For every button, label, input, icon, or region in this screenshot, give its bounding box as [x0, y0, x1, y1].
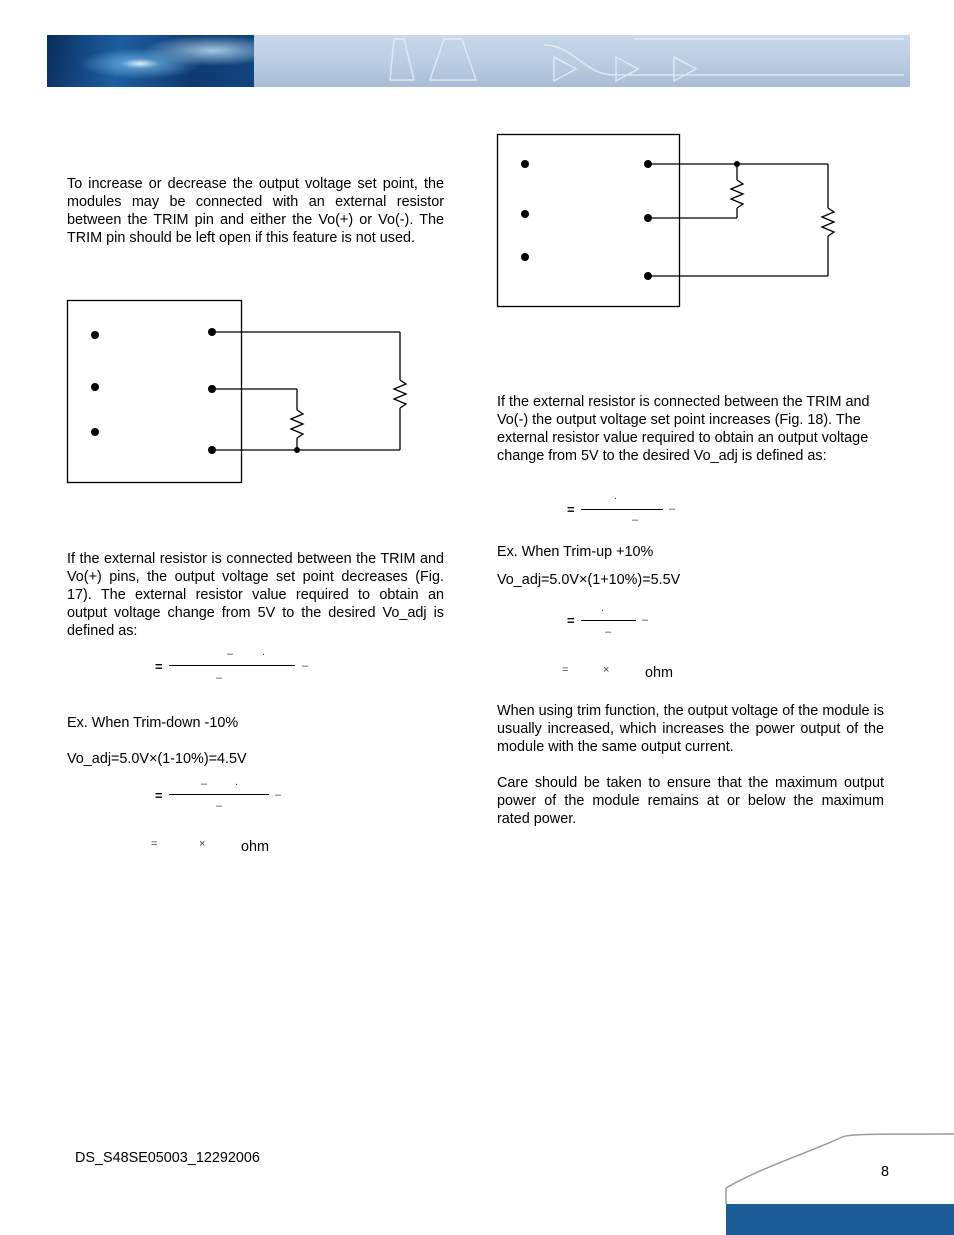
trim-up-example-title: Ex. When Trim-up +10%	[497, 544, 654, 560]
up-example-fraction-bar	[581, 620, 636, 621]
header-banner	[47, 35, 910, 87]
up-formula-numerator: .	[614, 490, 618, 502]
page-number: 8	[881, 1164, 890, 1180]
up-formula-fraction-bar	[581, 509, 663, 510]
up-example-numerator: .	[601, 602, 605, 614]
fig18-circuit	[498, 135, 835, 307]
fig17-pin-trim	[208, 385, 216, 393]
example-numerator-minus: –	[201, 778, 208, 790]
up-formula-tail: –	[669, 503, 676, 515]
footer-corner-decoration	[720, 1130, 954, 1235]
example-numerator-dot: .	[235, 776, 239, 788]
fig17-pin-left-2	[91, 383, 99, 391]
banner-photo	[47, 35, 254, 87]
fig17-pin-left-3	[91, 428, 99, 436]
result-equals: =	[151, 838, 158, 850]
fig18-module-box	[498, 135, 680, 307]
trim-up-example-vo: Vo_adj=5.0V×(1+10%)=5.5V	[497, 572, 681, 588]
example-fraction-bar	[169, 794, 269, 795]
care-note-paragraph: Care should be taken to ensure that the maximum output power of the module remains at or below the maximum rated power.	[497, 775, 884, 827]
document-id: DS_S48SE05003_12292006	[75, 1150, 260, 1166]
intro-paragraph: To increase or decrease the output voltage set point, the modules may be connected with an external resistor between the TRIM pin and either the Vo(+) or Vo(-). The TRIM pin should be left open if this feature is not used.	[67, 176, 444, 246]
footer-accent-bar	[726, 1204, 954, 1235]
formula-numerator-minus: –	[227, 648, 234, 660]
example-equals: =	[155, 788, 163, 803]
fig17-pin-vo-minus	[208, 446, 216, 454]
fig17-circuit	[68, 301, 407, 483]
up-example-equals: =	[567, 613, 575, 628]
fig18-pin-left-2	[521, 210, 529, 218]
result-unit: ohm	[241, 839, 269, 855]
example-tail: –	[275, 789, 282, 801]
trim-up-paragraph: If the external resistor is connected between the TRIM and Vo(-) the output voltage set point increases (Fig. 18). The external resistor value required to obtain an output voltage change from 5V to the desired Vo_adj is defined as:	[497, 394, 870, 464]
up-example-denominator: –	[605, 626, 612, 638]
result-times: ×	[199, 838, 206, 850]
fig17-pin-vo-plus	[208, 328, 216, 336]
fig17-pin-left-1	[91, 331, 99, 339]
fig18-pin-trim	[644, 214, 652, 222]
example-denominator: –	[216, 800, 223, 812]
banner-decoration	[254, 35, 910, 87]
formula-equals: =	[155, 659, 163, 674]
up-result-times: ×	[603, 664, 610, 676]
up-formula-denominator: –	[632, 514, 639, 526]
fig18-pin-vo-minus	[644, 272, 652, 280]
fig18-pin-left-3	[521, 253, 529, 261]
fig17-module-box	[68, 301, 242, 483]
formula-tail: –	[302, 660, 309, 672]
up-example-tail: –	[642, 614, 649, 626]
formula-numerator-dot: .	[262, 646, 266, 658]
up-result-unit: ohm	[645, 665, 673, 681]
fig17-junction	[294, 447, 300, 453]
power-note-paragraph: When using trim function, the output voltage of the module is usually increased, which increases the power output of the module with the same output current.	[497, 703, 884, 755]
fig18-junction	[734, 161, 740, 167]
formula-fraction-bar	[169, 665, 295, 666]
trim-down-example-title: Ex. When Trim-down -10%	[67, 715, 239, 731]
fig18-pin-left-1	[521, 160, 529, 168]
formula-denominator: –	[216, 672, 223, 684]
up-formula-equals: =	[567, 502, 575, 517]
up-result-equals: =	[562, 664, 569, 676]
fig18-pin-vo-plus	[644, 160, 652, 168]
trim-down-example-vo: Vo_adj=5.0V×(1-10%)=4.5V	[67, 751, 247, 767]
trim-down-paragraph: If the external resistor is connected between the TRIM and Vo(+) pins, the output voltage set point decreases (Fig. 17). The external resistor value required to obtain an output voltage change from 5V to the desired Vo_adj is defined as:	[67, 551, 444, 639]
